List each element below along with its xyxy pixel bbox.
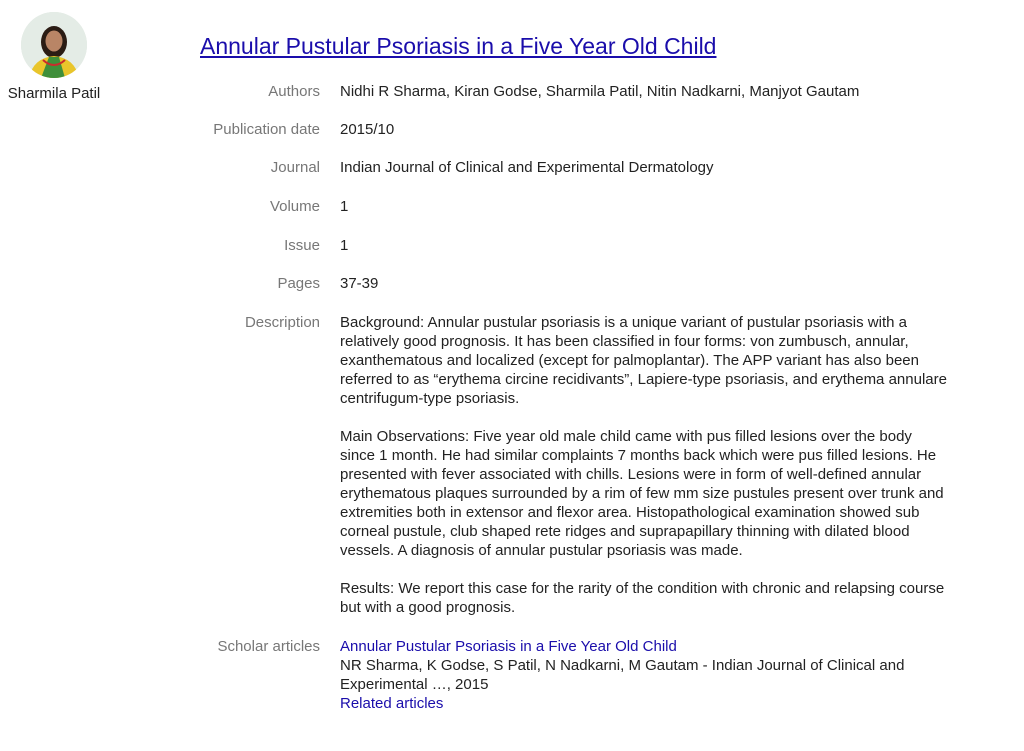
description-label: Description	[244, 314, 320, 331]
related-articles-link[interactable]: Related articles	[340, 695, 444, 712]
description-paragraph: Results: We report this case for the rarity of the condition with chronic and relapsing course but with a good prognosis.	[340, 580, 945, 616]
date-row	[160, 120, 960, 139]
volume-row	[160, 197, 960, 216]
authors-row	[160, 82, 960, 101]
pages-row	[160, 274, 960, 293]
scholar-article-link[interactable]: Annular Pustular Psoriasis in a Five Year Old Child	[340, 638, 677, 655]
description-value	[340, 313, 950, 617]
article-title[interactable]: Annular Pustular Psoriasis in a Five Year Old Child	[200, 33, 717, 59]
authors-label: Authors	[268, 83, 320, 100]
volume-value: 1	[340, 198, 349, 215]
issue-value: 1	[340, 237, 349, 254]
journal-label: Journal	[270, 159, 320, 176]
profile-name[interactable]: Sharmila Patil	[7, 85, 101, 102]
scholar-label: Scholar articles	[217, 638, 320, 655]
journal-row	[160, 158, 960, 177]
issue-label: Issue	[284, 237, 320, 254]
volume-label: Volume	[269, 198, 320, 215]
issue-row	[160, 236, 960, 255]
scholar-citation: NR Sharma, K Godse, S Patil, N Nadkarni, M Gautam - Indian Journal of Clinical and Experimental …, 2015	[340, 657, 905, 693]
description-paragraph: Background: Annular pustular psoriasis is a unique variant of pustular psoriasis with a relatively good prognosis. It has been classified in four forms: von zumbusch, annular, exanthematous and localized (except for palmoplantar). The APP variant has also been referred to as “erythema circine recidivants”, Lapiere-type psoriasis, and erythema annulare centrifugum-type psoriasis.	[340, 314, 947, 407]
details-table	[160, 82, 960, 713]
description-paragraph: Main Observations: Five year old male child came with pus filled lesions over the body since 1 month. He had similar complaints 7 months back which were pus filled lesions. He presented with fever associated with chills. Lesions were in form of well-defined annular erythematous plaques surrounded by a rim of few mm size pustules present over trunk and extremities both in extensor and flexor area. Histopathological examination showed sub corneal pustule, club shaped rete ridges and suprapapillary thinning with dilated blood vessels. A diagnosis of annular pustular psoriasis was made.	[340, 428, 944, 559]
date-value: 2015/10	[340, 121, 395, 138]
pages-value: 37-39	[340, 275, 379, 292]
avatar[interactable]	[21, 12, 87, 78]
pages-label: Pages	[277, 275, 320, 292]
date-label: Publication date	[213, 121, 320, 138]
scholar-value	[340, 637, 950, 713]
journal-value: Indian Journal of Clinical and Experimental Dermatology	[340, 159, 714, 176]
profile-block	[0, 12, 108, 102]
scholar-row	[160, 637, 960, 713]
authors-value: Nidhi R Sharma, Kiran Godse, Sharmila Patil, Nitin Nadkarni, Manjyot Gautam	[340, 83, 860, 100]
description-row	[160, 313, 960, 617]
